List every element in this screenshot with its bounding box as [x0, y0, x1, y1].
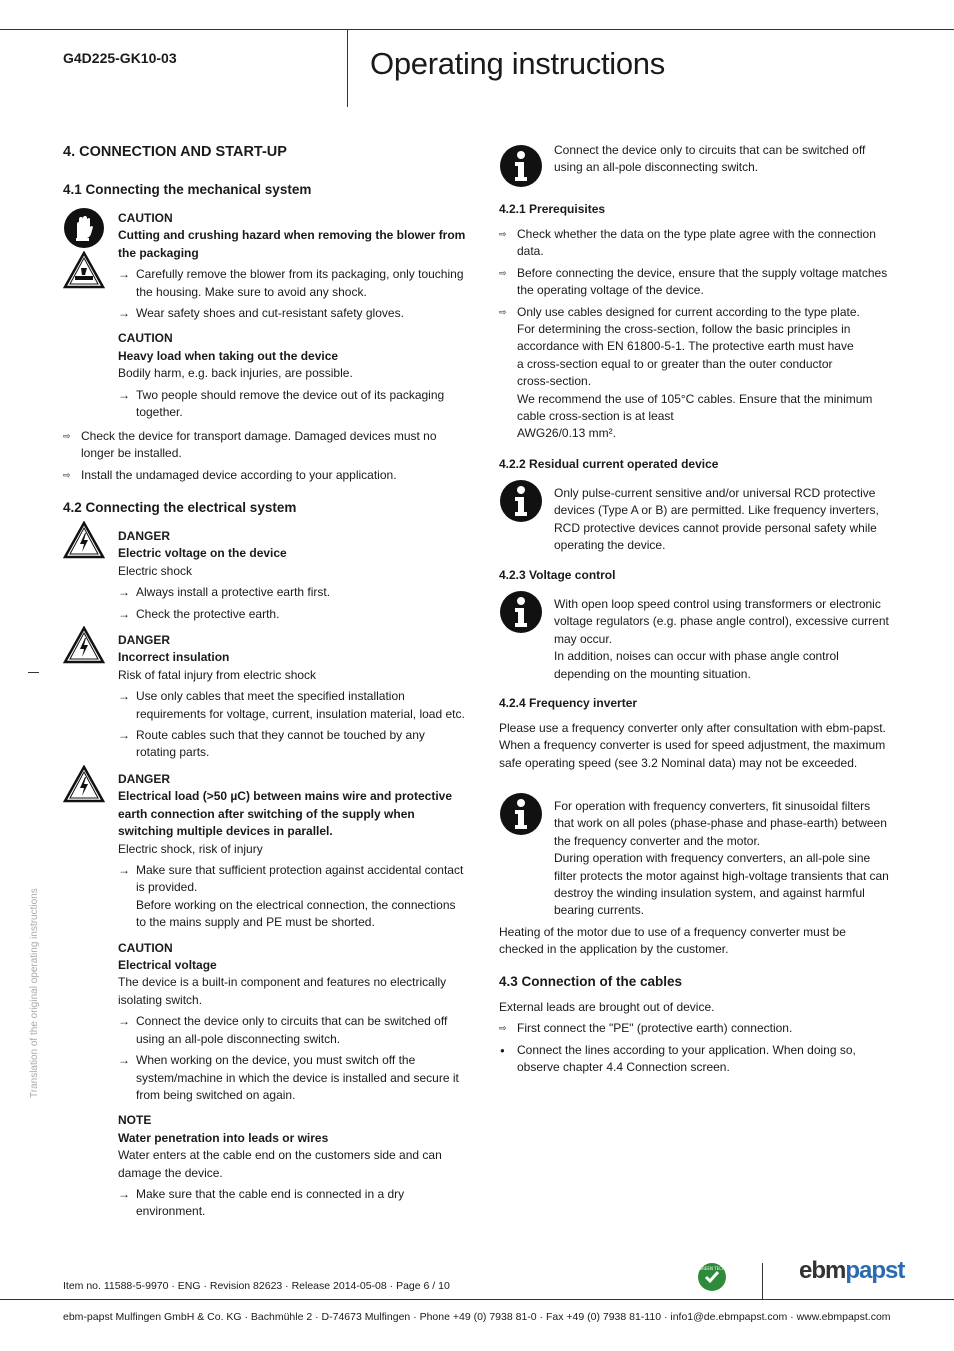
- item-info: Item no. 11588-5-9970 · ENG · Revision 82623 · Release 2014-05-08 · Page 6 / 10: [63, 1280, 450, 1292]
- caution-label: CAUTION: [118, 331, 173, 346]
- side-note: Translation of the original operating instructions: [29, 888, 40, 1098]
- danger-electrical-load: [118, 771, 468, 1221]
- section-4-2-1-title: 4.2.1 Prerequisites: [499, 202, 606, 216]
- info-text: During operation with frequency converters, an all-pole sine filter protects the motor against high-voltage transients that can destroy the winding insulation system, and against harmful bearing currents.: [554, 851, 889, 918]
- caution-subtitle: Cutting and crushing hazard when removing the blower from the packaging: [118, 228, 466, 260]
- logo-papst: papst: [845, 1257, 905, 1284]
- section-4-2-4-title: 4.2.4 Frequency inverter: [499, 696, 638, 710]
- company-address: ebm-papst Mulfingen GmbH & Co. KG · Bachmühle 2 · D-74673 Mulfingen · Phone +49 (0) 7938 81-0 · Fax +49 (0) 7938 81-110 · info1@de.ebmpapst.com · www.ebmpapst.com: [63, 1311, 891, 1323]
- list-item: ● Connect the lines according to your application. When doing so, observe chapter 4.4 Connection screen.: [500, 1042, 856, 1075]
- electric-voltage-warning-icon: [63, 521, 105, 559]
- crushing-hazard-icon: [63, 251, 105, 289]
- section-4-2-3-title: 4.2.3 Voltage control: [499, 568, 616, 582]
- bullet-arrow-icon: ⇨: [63, 469, 71, 480]
- list-item: ⇨ First connect the "PE" (protective earth) connection.: [499, 1020, 891, 1037]
- mechanical-bullets: [63, 424, 463, 484]
- arrow-item: → Wear safety shoes and cut-resistant safety gloves.: [118, 305, 468, 322]
- info-icon: [499, 479, 543, 523]
- danger-label: DANGER: [118, 529, 171, 543]
- arrow-item: → Connect the device only to circuits that can be switched off using an all-pole disconnecting switch.: [118, 1013, 468, 1048]
- arrow-item: → Route cables such that they cannot be touched by any rotating parts.: [118, 727, 468, 762]
- electric-voltage-warning-icon: [63, 626, 105, 664]
- section-heading: 4. CONNECTION AND START-UP: [63, 144, 287, 160]
- info-text: Only pulse-current sensitive and/or universal RCD protective devices (Type A or B) are permitted. Like frequency inverters, RCD protective devices cannot provide personal safety while operating the device.: [554, 486, 879, 553]
- danger-label: DANGER: [118, 633, 171, 647]
- caution-text: Bodily harm, e.g. back injuries, are possible.: [118, 366, 353, 381]
- info-text: Connect the device only to circuits that can be switched off using an all-pole disconnecting switch.: [554, 143, 866, 175]
- info-icon: [499, 792, 543, 836]
- page-title: Operating instructions: [370, 46, 665, 81]
- danger-subtitle: Incorrect insulation: [118, 650, 230, 665]
- info-text: For operation with frequency converters, fit sinusoidal filters that work on all poles (phase-phase and phase-earth) between the frequency converter and the motor.: [554, 799, 887, 848]
- list-item: ⇨ Check whether the data on the type plate agree with the connection data.: [499, 227, 876, 259]
- section-4-1-title: 4.1 Connecting the mechanical system: [63, 182, 312, 197]
- bullet-arrow-icon: ⇨: [499, 267, 507, 278]
- bullet-arrow-icon: ⇨: [499, 229, 507, 239]
- list-item: ⇨ Check the device for transport damage. Damaged devices must no longer be installed.: [63, 429, 437, 461]
- footer-divider: [762, 1263, 763, 1299]
- bullet-arrow-icon: ⇨: [499, 306, 507, 317]
- list-item-continuation: For determining the cross-section, follow the basic principles in accordance with EN 61800-5-1. The protective earth must have a cross-section equal to or greater than the outer conductor cross-section.: [517, 322, 854, 389]
- caution-packaging: [118, 210, 468, 421]
- arrow-item: → Make sure that sufficient protection against accidental contact is provided.: [118, 862, 468, 897]
- arrow-item: → Use only cables that meet the specified installation requirements for voltage, current, insulation material, load etc.: [118, 688, 468, 723]
- safety-gloves-icon: [63, 207, 105, 249]
- list-item-continuation: We recommend the use of 105°C cables. Ensure that the minimum cable cross-section is at least: [517, 391, 873, 424]
- bullet-arrow-icon: ⇨: [499, 1023, 507, 1034]
- model-number: G4D225-GK10-03: [63, 50, 177, 66]
- caution-text: The device is a built-in component and features no electrically isolating switch.: [118, 975, 447, 1007]
- frequency-inverter-after: Heating of the motor due to use of a frequency converter must be checked in the application by the customer.: [499, 925, 846, 957]
- list-item: ⇨ Install the undamaged device according to your application.: [63, 467, 463, 484]
- list-item: ⇨ Only use cables designed for current according to the type plate.: [499, 304, 891, 321]
- logo-ebm: ebm: [799, 1257, 846, 1284]
- danger-insulation: [118, 632, 468, 762]
- header-top-rule: [0, 29, 954, 30]
- electric-voltage-warning-icon: [63, 765, 105, 803]
- prerequisites-list: [499, 222, 891, 443]
- list-item: ⇨ Before connecting the device, ensure that the supply voltage matches the operating voltage of the device.: [499, 265, 888, 298]
- arrow-item: → Check the protective earth.: [118, 606, 468, 623]
- greentech-badge-label: GREEN TECH: [699, 1266, 725, 1271]
- danger-subtitle: Electrical load (>50 µC) between mains wire and protective earth connection after switching of the supply when switching multiple devices in parallel.: [118, 789, 453, 839]
- arrow-item: → When working on the device, you must switch off the system/machine in which the device is installed and secure it from being switched on again.: [118, 1052, 468, 1104]
- info-text: In addition, noises can occur with phase angle control depending on the mounting situation.: [554, 649, 839, 681]
- arrow-item-continuation: Before working on the electrical connection, the connections to the mains supply and PE must be shorted.: [136, 897, 456, 930]
- danger-text: Electric shock, risk of injury: [118, 841, 263, 856]
- section-4-2-2-title: 4.2.2 Residual current operated device: [499, 457, 719, 471]
- danger-text: Risk of fatal injury from electric shock: [118, 667, 317, 682]
- info-icon: [499, 144, 543, 188]
- danger-subtitle: Electric voltage on the device: [118, 546, 287, 561]
- caution-label: CAUTION: [118, 940, 173, 955]
- margin-mark: [28, 672, 39, 673]
- note-label: NOTE: [118, 1113, 152, 1128]
- danger-text: Electric shock: [118, 563, 193, 578]
- voltage-control-info: [554, 596, 889, 683]
- frequency-inverter-info: [554, 798, 892, 920]
- arrow-item: → Make sure that the cable end is connected in a dry environment.: [118, 1186, 468, 1221]
- note-subtitle: Water penetration into leads or wires: [118, 1130, 329, 1145]
- section-4-3-title: 4.3 Connection of the cables: [499, 974, 683, 989]
- bullet-dot-icon: ●: [500, 1045, 505, 1055]
- danger-voltage: [118, 528, 468, 623]
- company-logo: [799, 1257, 905, 1284]
- list-item-continuation: AWG26/0.13 mm².: [517, 426, 616, 441]
- arrow-item: → Carefully remove the blower from its packaging, only touching the housing. Make sure to avoid any shock.: [118, 266, 468, 301]
- arrow-item: → Always install a protective earth first.: [118, 584, 468, 601]
- caution-subtitle: Electrical voltage: [118, 958, 217, 973]
- header-divider: [347, 29, 348, 107]
- caution-subtitle: Heavy load when taking out the device: [118, 348, 339, 363]
- info-icon: [499, 590, 543, 634]
- bullet-arrow-icon: ⇨: [63, 431, 71, 441]
- caution-label: CAUTION: [118, 211, 173, 225]
- cables-text: External leads are brought out of device.: [499, 1000, 715, 1014]
- arrow-item: → Two people should remove the device out of its packaging together.: [118, 387, 468, 422]
- footer-rule: [0, 1299, 954, 1300]
- section-4-2-title: 4.2 Connecting the electrical system: [63, 500, 297, 515]
- danger-label: DANGER: [118, 772, 171, 786]
- cables-section: [499, 999, 891, 1077]
- info-text: With open loop speed control using transformers or electronic voltage regulators (e.g. phase angle control), excessive current may occur.: [554, 597, 889, 646]
- frequency-inverter-text: Please use a frequency converter only after consultation with ebm-papst. When a frequency converter is used for speed adjustment, the maximum safe operating speed (see 3.2 Nominal data) may not be exceeded.: [499, 721, 886, 770]
- greentech-badge-icon: [697, 1262, 727, 1292]
- note-text: Water enters at the cable end on the customers side and can damage the device.: [118, 1148, 442, 1180]
